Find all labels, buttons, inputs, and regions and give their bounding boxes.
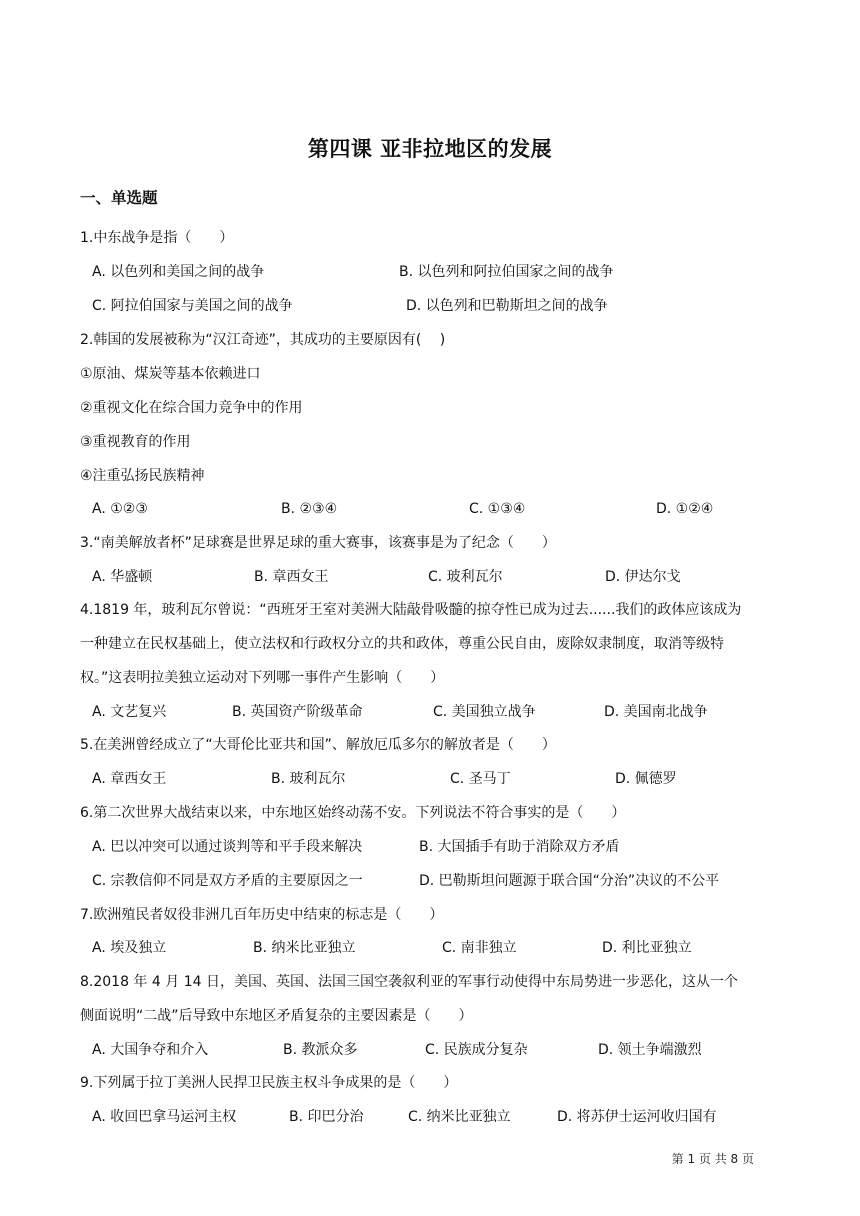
question-2-item-1: ①原油、煤炭等基本依赖进口	[80, 366, 261, 382]
question-6-option-d: D. 巴勒斯坦问题源于联合国“分治”决议的不公平	[419, 873, 720, 889]
question-2-item-3: ③重视教育的作用	[80, 434, 191, 450]
question-9-option-a: A. 收回巴拿马运河主权	[92, 1109, 237, 1125]
question-7-option-c: C. 南非独立	[442, 940, 517, 956]
question-6-option-c: C. 宗教信仰不同是双方矛盾的主要原因之一	[92, 873, 363, 889]
question-1-stem: 1.中东战争是指（ ）	[80, 230, 234, 246]
question-3-option-c: C. 玻利瓦尔	[428, 569, 503, 585]
question-5-stem: 5.在美洲曾经成立了“大哥伦比亚共和国”、解放厄瓜多尔的解放者是（ ）	[80, 737, 556, 753]
question-4-option-d: D. 美国南北战争	[604, 704, 708, 720]
question-2-stem: 2.韩国的发展被称为“汉江奇迹”，其成功的主要原因有( )	[80, 332, 446, 348]
question-8-option-b: B. 教派众多	[283, 1042, 358, 1058]
question-9-stem: 9.下列属于拉丁美洲人民捍卫民族主权斗争成果的是（ ）	[80, 1075, 458, 1091]
question-4-option-c: C. 美国独立战争	[433, 704, 536, 720]
question-2-option-d: D. ①②④	[656, 501, 714, 517]
question-1-option-d: D. 以色列和巴勒斯坦之间的战争	[406, 298, 608, 314]
question-5-option-a: A. 章西女王	[92, 771, 167, 787]
question-5-option-c: C. 圣马丁	[450, 771, 511, 787]
question-1-option-c: C. 阿拉伯国家与美国之间的战争	[92, 298, 293, 314]
section-heading: 一、单选题	[80, 189, 158, 207]
question-8-line-1: 8.2018 年 4 月 14 日，美国、英国、法国三国空袭叙利亚的军事行动使得中东局势进一步恶化，这从一个	[80, 974, 738, 990]
question-3-stem: 3.“南美解放者杯”足球赛是世界足球的重大赛事，该赛事是为了纪念（ ）	[80, 535, 556, 551]
question-4-option-b: B. 英国资产阶级革命	[232, 704, 363, 720]
question-2-option-a: A. ①②③	[92, 501, 148, 517]
question-8-line-2: 侧面说明“二战”后导致中东地区矛盾复杂的主要因素是（ ）	[80, 1008, 473, 1024]
question-4-option-a: A. 文艺复兴	[92, 704, 167, 720]
question-4-line-1: 4.1819 年，玻利瓦尔曾说：“西班牙王室对美洲大陆敲骨吸髓的掠夺性已成为过去......我们的政体应该成为	[80, 602, 742, 618]
question-7-option-b: B. 纳米比亚独立	[253, 940, 356, 956]
page-title: 第四课 亚非拉地区的发展	[307, 137, 553, 161]
question-4-line-3: 权。”这表明拉美独立运动对下列哪一事件产生影响（ ）	[80, 670, 445, 686]
question-5-option-b: B. 玻利瓦尔	[271, 771, 346, 787]
question-1-option-a: A. 以色列和美国之间的战争	[92, 264, 265, 280]
question-2-option-b: B. ②③④	[281, 501, 338, 517]
question-5-option-d: D. 佩德罗	[615, 771, 677, 787]
question-8-option-c: C. 民族成分复杂	[425, 1042, 528, 1058]
page-footer: 第 1 页 共 8 页	[671, 1152, 754, 1166]
question-3-option-b: B. 章西女王	[254, 569, 329, 585]
question-3-option-d: D. 伊达尔戈	[605, 569, 681, 585]
question-7-option-a: A. 埃及独立	[92, 940, 167, 956]
question-8-option-a: A. 大国争夺和介入	[92, 1042, 209, 1058]
question-6-option-a: A. 巴以冲突可以通过谈判等和平手段来解决	[92, 839, 363, 855]
question-7-stem: 7.欧洲殖民者奴役非洲几百年历史中结束的标志是（ ）	[80, 907, 444, 923]
question-2-item-2: ②重视文化在综合国力竞争中的作用	[80, 400, 303, 416]
question-9-option-d: D. 将苏伊士运河收归国有	[557, 1109, 717, 1125]
question-9-option-b: B. 印巴分治	[289, 1109, 364, 1125]
question-3-option-a: A. 华盛顿	[92, 569, 153, 585]
question-6-option-b: B. 大国插手有助于消除双方矛盾	[419, 839, 620, 855]
question-6-stem: 6.第二次世界大战结束以来，中东地区始终动荡不安。下列说法不符合事实的是（ ）	[80, 805, 626, 821]
question-7-option-d: D. 利比亚独立	[602, 940, 692, 956]
question-4-line-2: 一种建立在民权基础上，使立法权和行政权分立的共和政体，尊重公民自由，废除奴隶制度，取消等级特	[80, 636, 724, 652]
question-2-item-4: ④注重弘扬民族精神	[80, 468, 205, 484]
question-9-option-c: C. 纳米比亚独立	[408, 1109, 511, 1125]
question-1-option-b: B. 以色列和阿拉伯国家之间的战争	[399, 264, 614, 280]
question-2-option-c: C. ①③④	[469, 501, 526, 517]
question-8-option-d: D. 领土争端激烈	[598, 1042, 702, 1058]
